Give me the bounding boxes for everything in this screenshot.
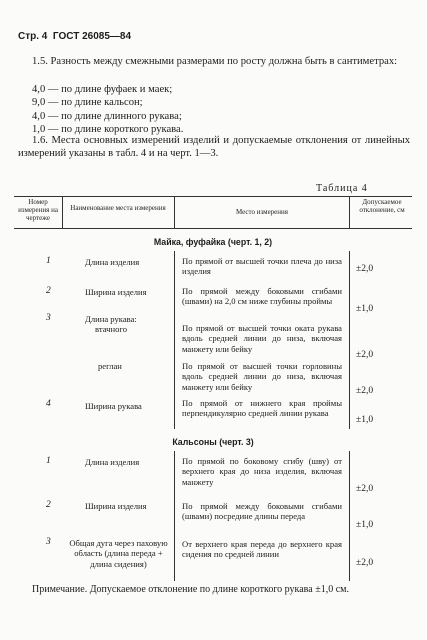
row-place: По прямой от высшей точки оката рукава вдоль средней линии до низа, включая манжету или бейку bbox=[182, 323, 342, 354]
section-title-longjohns: Кальсоны (черт. 3) bbox=[172, 437, 254, 447]
row-tolerance: ±2,0 bbox=[356, 484, 374, 494]
column-divider bbox=[174, 196, 175, 228]
list-item: 4,0 — по длине фуфаек и маек; bbox=[32, 84, 173, 95]
list-item: 4,0 — по длине длинного рукава; bbox=[32, 110, 182, 122]
row-place: По прямой между боковыми сгибами (швами) на 2,0 см ниже глубины проймы bbox=[182, 286, 342, 307]
row-place: По прямой от нижнего края проймы перпендикулярно средней линии рукава bbox=[182, 398, 342, 419]
header-measure-number: Номер измерения на чертеже bbox=[18, 198, 58, 222]
column-divider bbox=[174, 451, 175, 581]
row-number: 2 bbox=[46, 500, 51, 510]
row-number: 3 bbox=[46, 537, 51, 547]
table-top-rule bbox=[14, 196, 412, 197]
row-tolerance: ±2,0 bbox=[356, 558, 374, 568]
page-header bbox=[18, 31, 138, 42]
list-item: 9,0 — по длине кальсон; bbox=[32, 97, 143, 109]
paragraph-1-5: 1.5. Разность между смежными размерами по росту должна быть в сантиметрах: bbox=[32, 56, 398, 67]
row-name: Длина изделия bbox=[85, 457, 140, 467]
row-place: От верхнего края переда до верхнего края сидения по средней линии bbox=[182, 539, 342, 560]
row-place: По прямой от высшей точки горловины вдоль средней линии до низа, включая манжету или бейку bbox=[182, 361, 342, 392]
row-name: Общая дуга через паховую область (длина переда + длина сидения) bbox=[69, 538, 168, 569]
row-number: 1 bbox=[46, 456, 51, 466]
table-caption: Таблица 4 bbox=[316, 183, 368, 194]
row-number: 2 bbox=[46, 286, 51, 296]
header-measure-name: Наименование места измерения bbox=[70, 204, 166, 212]
header-tolerance: Допускаемое отклонение, см bbox=[359, 198, 405, 214]
page-number: Стр. 4 bbox=[18, 31, 48, 42]
row-number: 3 bbox=[46, 313, 51, 323]
row-place: По прямой между боковыми сгибами (швами) посредине длины переда bbox=[182, 501, 342, 522]
row-place: По прямой по боковому сгибу (шву) от верхнего края до низа изделия, включая манжету bbox=[182, 456, 342, 487]
row-name: Длина рукава: bbox=[85, 314, 137, 324]
row-tolerance: ±1,0 bbox=[356, 520, 374, 530]
row-name: Ширина изделия bbox=[85, 287, 147, 297]
row-tolerance: ±2,0 bbox=[356, 386, 374, 396]
row-tolerance: ±2,0 bbox=[356, 264, 374, 274]
section-title-vest: Майка, фуфайка (черт. 1, 2) bbox=[153, 237, 273, 247]
header-measure-place: Место измерения bbox=[235, 208, 288, 216]
list-item: 1,0 — по длине короткого рукава. bbox=[32, 124, 184, 136]
row-name: Ширина изделия bbox=[85, 501, 147, 511]
row-number: 1 bbox=[46, 256, 51, 266]
column-divider bbox=[349, 196, 350, 228]
standard-code: ГОСТ 26085—84 bbox=[52, 31, 132, 42]
row-number: 4 bbox=[46, 399, 51, 409]
row-tolerance: ±1,0 bbox=[356, 304, 374, 314]
footnote: Примечание. Допускаемое отклонение по длине короткого рукава ±1,0 см. bbox=[32, 584, 349, 595]
paragraph-1-6: 1.6. Места основных измерений изделий и допускаемые отклонения от линейных измерений указаны в табл. 4 и на черт. 1—3. bbox=[18, 135, 410, 160]
column-divider bbox=[349, 251, 350, 429]
row-name: реглан bbox=[98, 361, 122, 371]
interval-list bbox=[32, 83, 392, 137]
row-place: По прямой от высшей точки плеча до низа изделия bbox=[182, 256, 342, 277]
row-name: Длина изделия bbox=[85, 257, 140, 267]
column-divider bbox=[62, 196, 63, 228]
row-subname: втачного bbox=[95, 324, 127, 334]
column-divider bbox=[349, 451, 350, 581]
row-tolerance: ±1,0 bbox=[356, 415, 374, 425]
table-header-rule bbox=[14, 228, 412, 229]
column-divider bbox=[174, 251, 175, 429]
row-tolerance: ±2,0 bbox=[356, 350, 374, 360]
row-name: Ширина рукава bbox=[85, 401, 142, 411]
